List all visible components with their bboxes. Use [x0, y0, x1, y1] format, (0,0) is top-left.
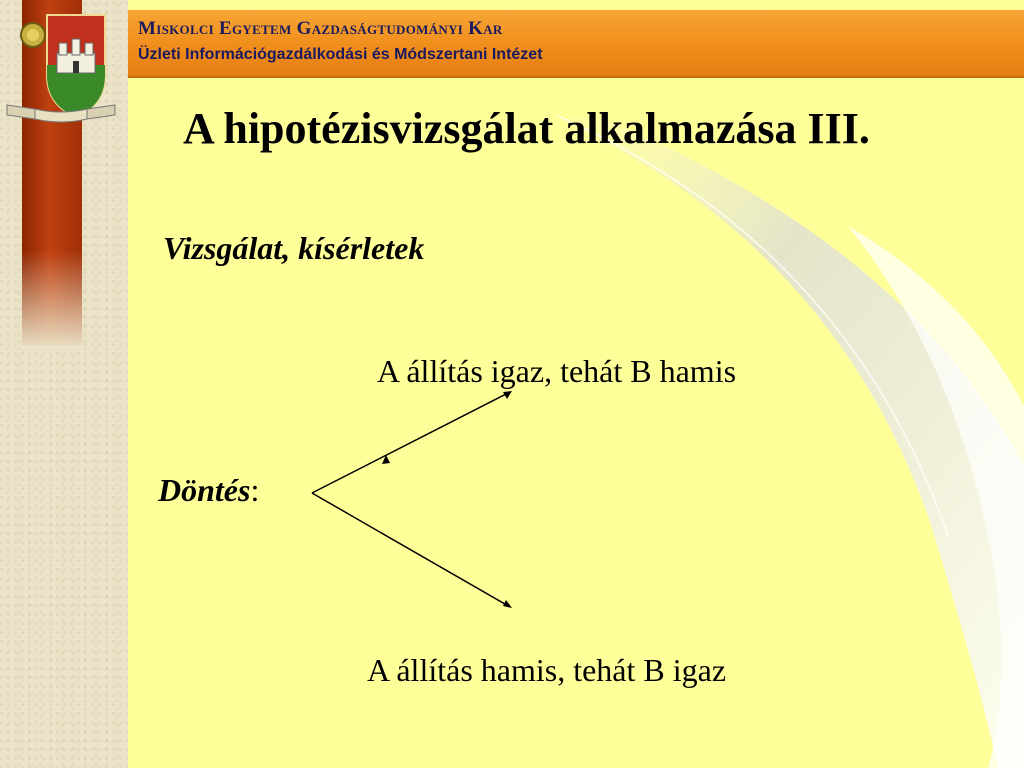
- header-bar: [128, 10, 1024, 78]
- university-crest-icon: [5, 5, 117, 125]
- decision-label: [158, 472, 259, 509]
- department-name: Üzleti Információgazdálkodási és Módszertani Intézet: [138, 46, 543, 63]
- crest-ribbon-fade: [22, 250, 82, 350]
- outcome-true: A állítás igaz, tehát B hamis: [377, 353, 737, 389]
- subheading: Vizsgálat, kísérletek: [163, 230, 425, 266]
- slide-title: A hipotézisvizsgálat alkalmazása III.: [183, 104, 870, 153]
- decision-word: Döntés: [158, 472, 251, 508]
- institution-name: Miskolci Egyetem Gazdaságtudományi Kar: [138, 18, 503, 39]
- decision-colon: :: [250, 472, 260, 508]
- outcome-false: A állítás hamis, tehát B igaz: [367, 652, 727, 688]
